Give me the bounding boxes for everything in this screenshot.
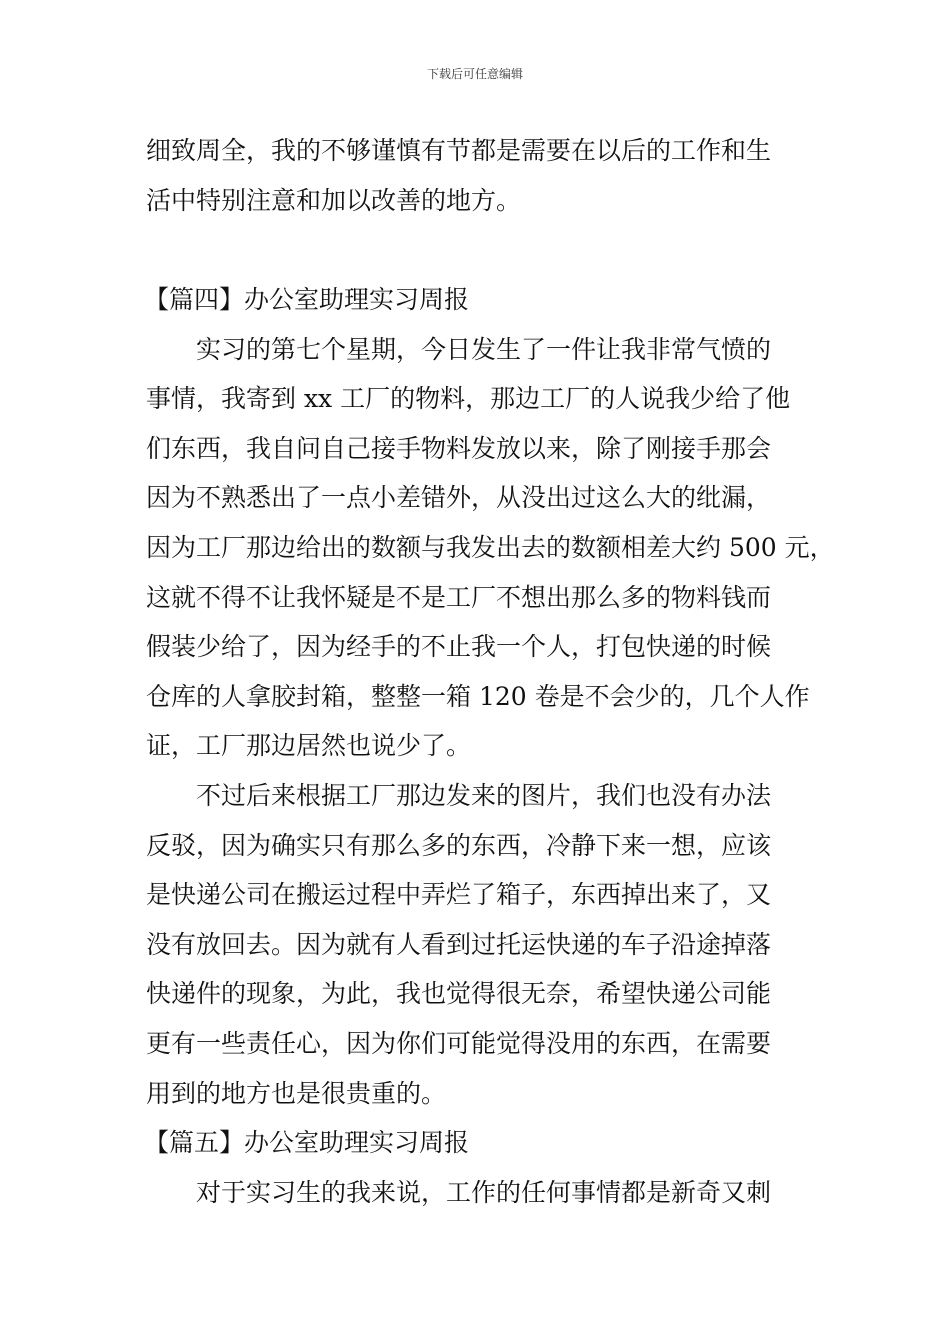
paragraph-line: 不过后来根据工厂那边发来的图片，我们也没有办法 xyxy=(196,781,772,810)
paragraph-line: 这就不得不让我怀疑是不是工厂不想出那么多的物料钱而 xyxy=(146,583,772,612)
paragraph-line: 实习的第七个星期，今日发生了一件让我非常气愤的 xyxy=(196,335,772,364)
paragraph-line: 用到的地方也是很贵重的。 xyxy=(146,1079,447,1108)
paragraph-line: 假装少给了，因为经手的不止我一个人，打包快递的时候 xyxy=(146,632,772,661)
page-header-note: 下载后可任意编辑 xyxy=(426,67,523,81)
paragraph-line: 快递件的现象，为此，我也觉得很无奈，希望快递公司能 xyxy=(146,979,772,1008)
paragraph-line: 仓库的人拿胶封箱，整整一箱 120 卷是不会少的，几个人作 xyxy=(146,682,810,711)
paragraph-line: 对于实习生的我来说，工作的任何事情都是新奇又刺 xyxy=(196,1178,772,1207)
paragraph-line: 是快递公司在搬运过程中弄烂了箱子，东西掉出来了，又 xyxy=(146,880,772,909)
section-heading-4: 【篇四】办公室助理实习周报 xyxy=(144,285,470,314)
paragraph-line: 们东西，我自问自己接手物料发放以来，除了刚接手那会 xyxy=(146,434,772,463)
paragraph-line: 活中特别注意和加以改善的地方。 xyxy=(146,186,522,215)
paragraph-line: 没有放回去。因为就有人看到过托运快递的车子沿途掉落 xyxy=(146,930,772,959)
paragraph-line: 因为不熟悉出了一点小差错外，从没出过这么大的纰漏， xyxy=(146,483,772,512)
paragraph-line: 更有一些责任心，因为你们可能觉得没用的东西，在需要 xyxy=(146,1029,772,1058)
paragraph-line: 因为工厂那边给出的数额与我发出去的数额相差大约 500 元， xyxy=(146,533,835,562)
paragraph-line: 反驳，因为确实只有那么多的东西，冷静下来一想，应该 xyxy=(146,831,772,860)
paragraph-line: 事情，我寄到 xx 工厂的物料，那边工厂的人说我少给了他 xyxy=(146,384,791,413)
section-heading-5: 【篇五】办公室助理实习周报 xyxy=(144,1128,470,1157)
paragraph-line: 证，工厂那边居然也说少了。 xyxy=(146,731,472,760)
paragraph-line: 细致周全，我的不够谨慎有节都是需要在以后的工作和生 xyxy=(146,136,772,165)
